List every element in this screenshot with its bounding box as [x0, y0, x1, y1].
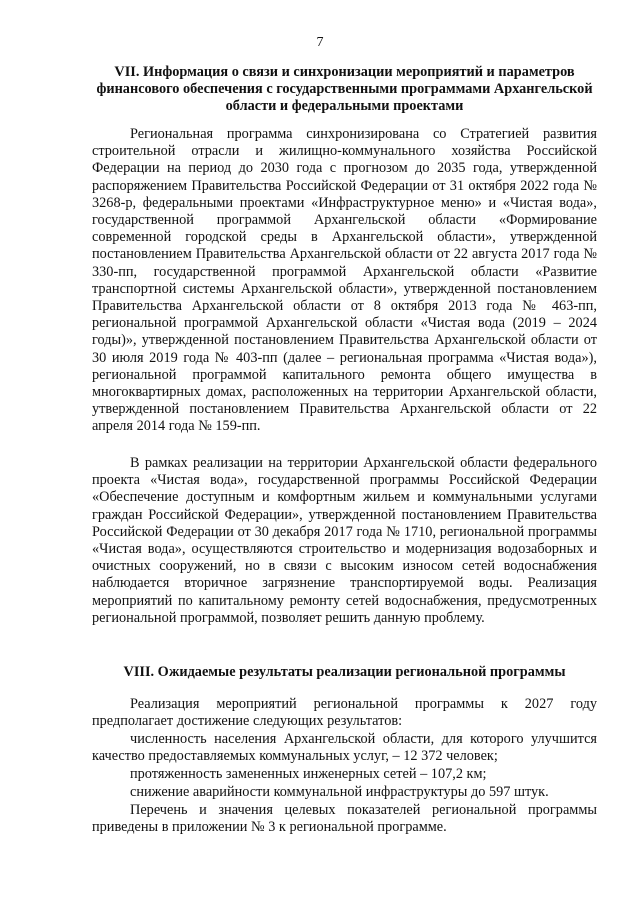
section-8-intro: Реализация мероприятий региональной программы к 2027 году предполагает достижение следующих результатов:: [92, 696, 597, 730]
section-8-closing: Перечень и значения целевых показателей региональной программы приведены в приложении № 3 к региональной программе.: [92, 802, 597, 836]
section-7-paragraph-2: В рамках реализации на территории Архангельской области федерального проекта «Чистая вода», государственной программы Российской Федерации «Обеспечение доступным и комфортным жильем и коммунальными услугами граждан Российской Федерации», утвержденной постановлением Правительства Российской Федерации от 30 декабря 2017 года № 1710, региональной программы «Чистая вода», осуществляются строительство и модернизация водозаборных и очистных сооружений, но в связи с высоким износом сетей водоснабжения наблюдается вторичное загрязнение транспортируемой воды. Реализация мероприятий по капитальному ремонту сетей водоснабжения, предусмотренных региональной программой, позволяет решить данную проблему.: [92, 455, 597, 626]
section-8-heading: VIII. Ожидаемые результаты реализации региональной программы: [123, 664, 566, 680]
result-item-population: численность населения Архангельской области, для которого улучшится качество предоставляемых коммунальных услуг, – 12 372 человек;: [92, 731, 597, 765]
result-item-networks: протяженность замененных инженерных сетей – 107,2 км;: [130, 766, 487, 782]
section-7-heading: VII. Информация о связи и синхронизации мероприятий и параметров финансового обеспечения с государственными программами Архангельской области и федеральными проектами: [96, 64, 593, 114]
section-7-paragraph-1: Региональная программа синхронизирована со Стратегией развития строительной отрасли и жилищно-коммунального хозяйства Российской Федерации на период до 2030 года с прогнозом до 2035 года, утвержденной распоряжением Правительства Российской Федерации от 31 октября 2022 года № 3268-р, федеральными проектами «Инфраструктурное меню» и «Чистая вода», государственной программой Архангельской области «Формирование современной городской среды в Архангельской области», утвержденной постановлением Правительства Архангельской области от 22 августа 2017 года № 330-пп, государственной программой Архангельской области «Развитие транспортной системы Архангельской области», утвержденной постановлением Правительства Архангельской области от 8 октября 2013 года № 463-пп, региональной программой Архангельской области «Чистая вода (2019 – 2024 годы)», утвержденной постановлением Правительства Архангельской области от 30 июля 2019 года № 403-пп (далее – региональная программа «Чистая вода»), региональной программой капитального ремонта общего имущества в многоквартирных домах, расположенных на территории Архангельской области, утвержденной постановлением Правительства Архангельской области от 22 апреля 2014 года № 159-пп.: [92, 126, 597, 435]
page-number: 7: [316, 35, 324, 50]
result-item-accidents: снижение аварийности коммунальной инфраструктуры до 597 штук.: [130, 784, 549, 800]
